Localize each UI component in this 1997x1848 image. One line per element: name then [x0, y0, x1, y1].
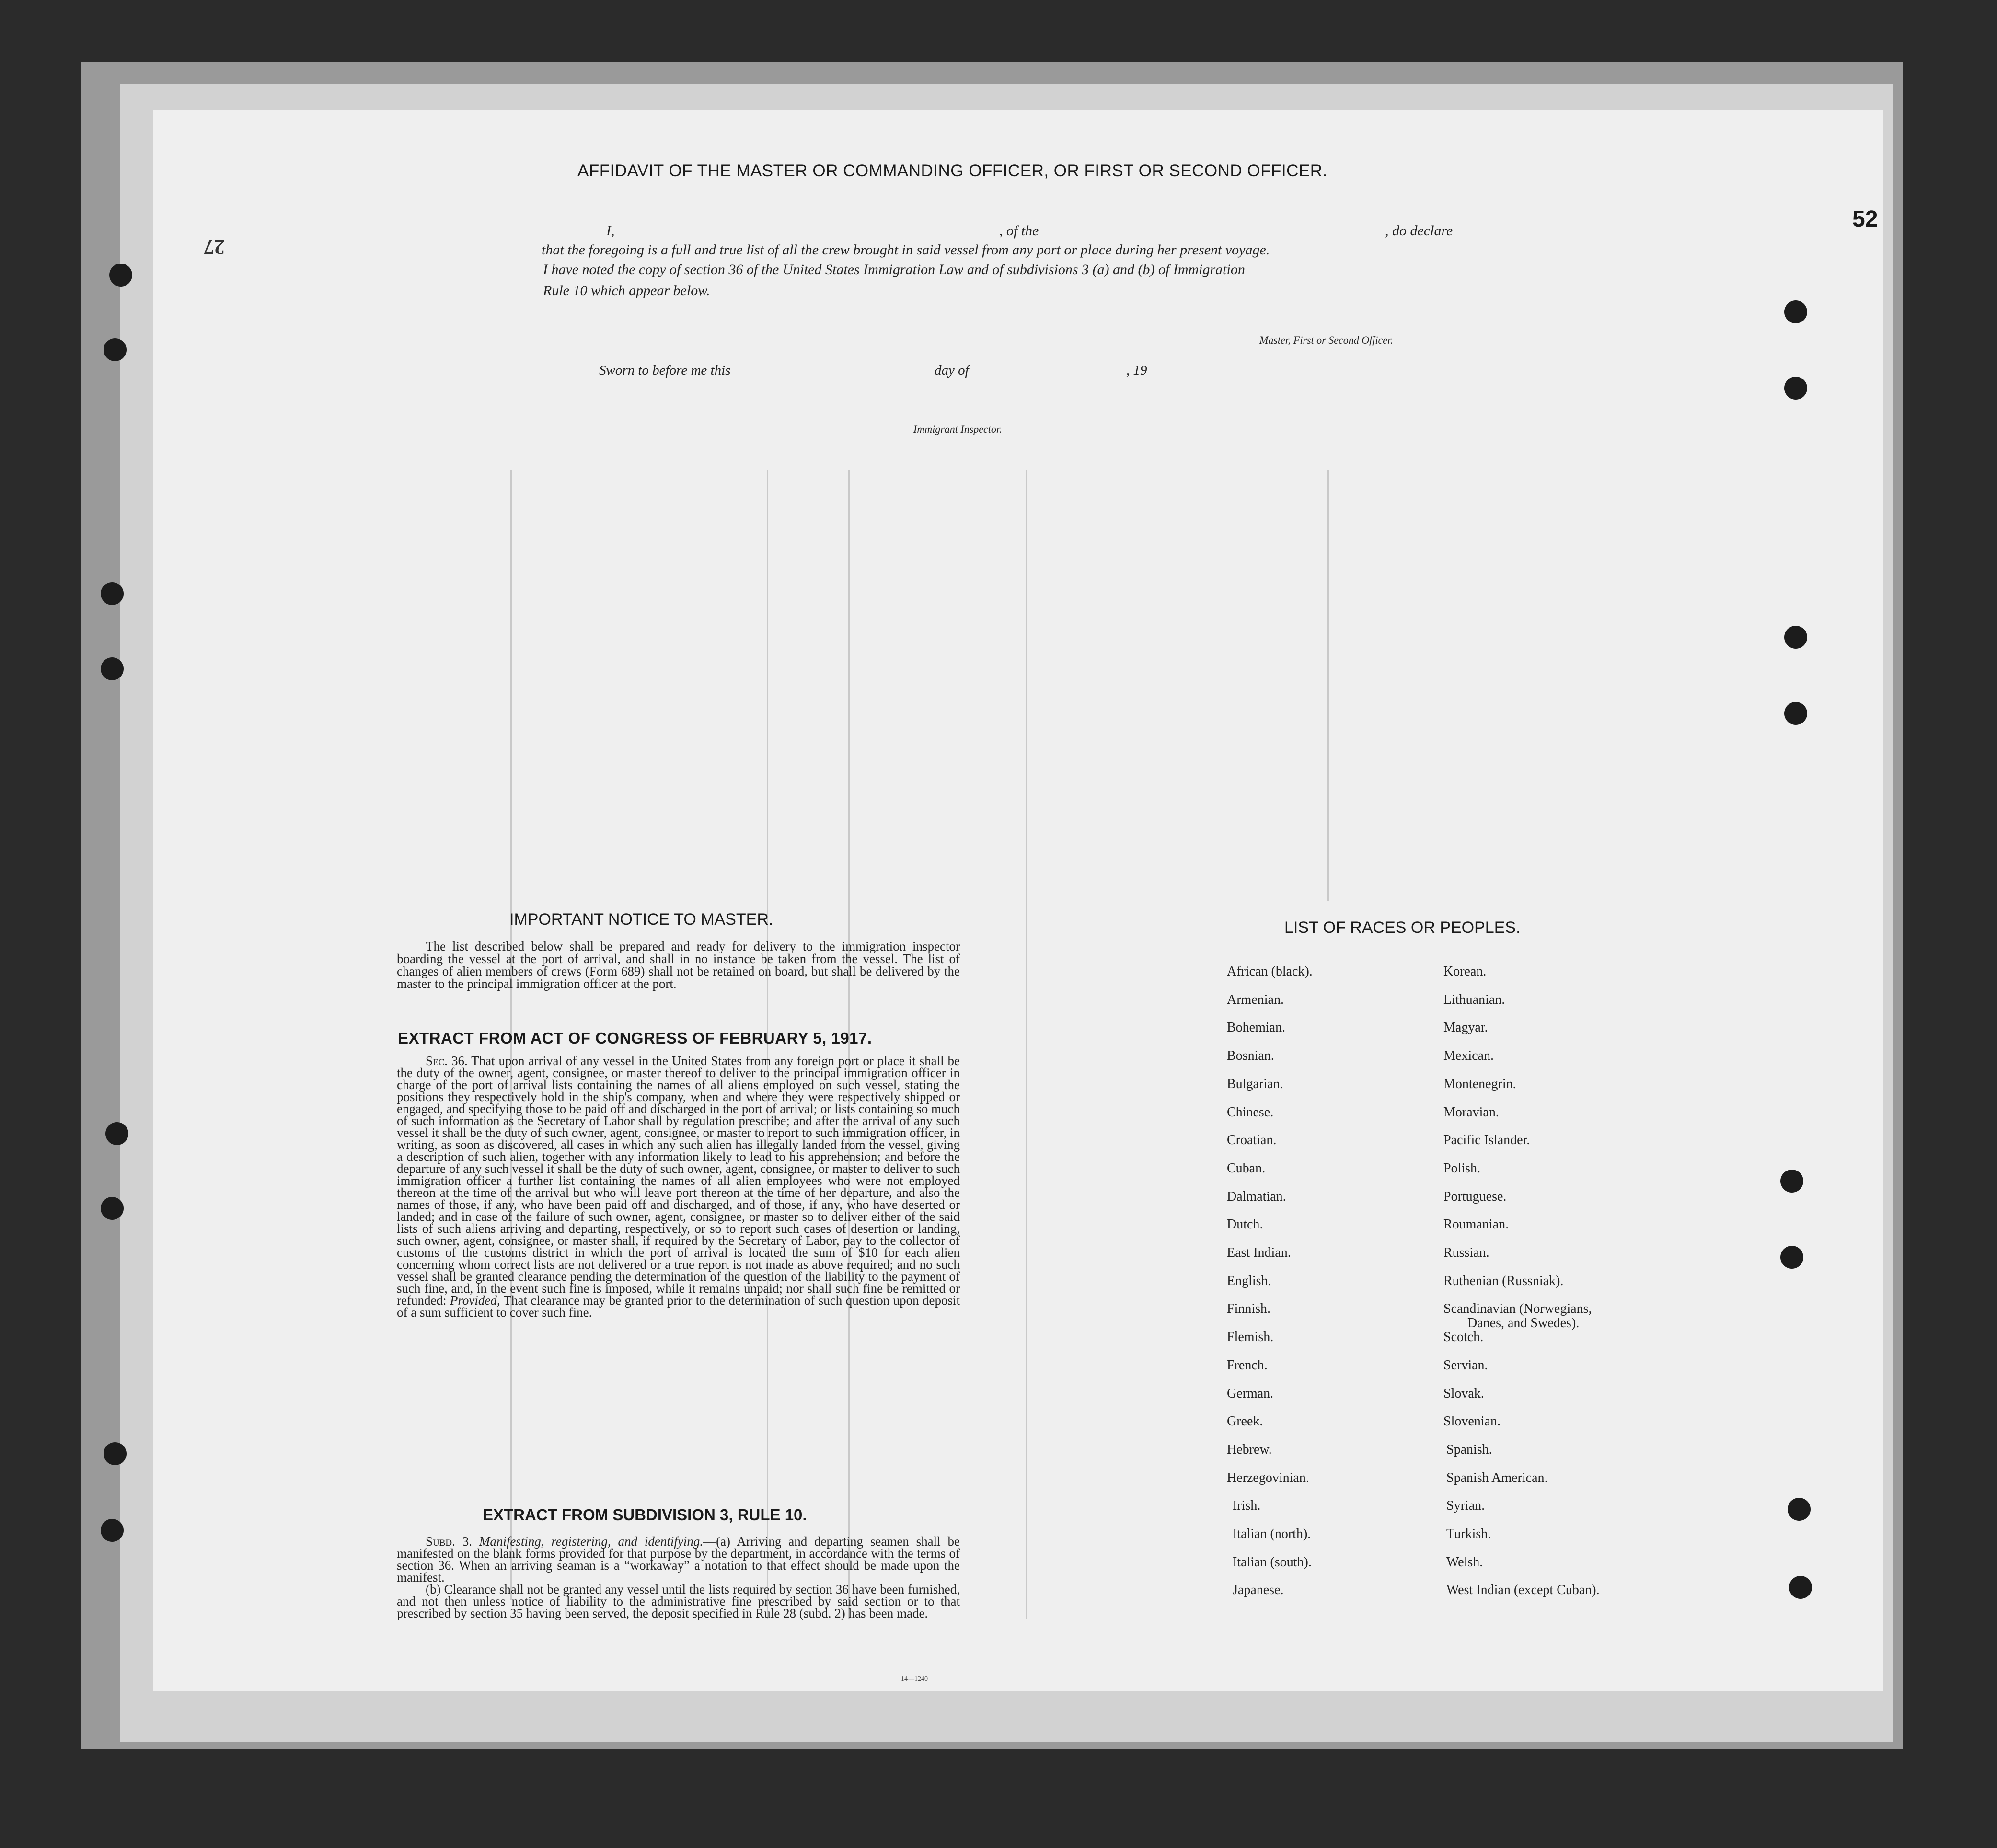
- race-item: Cuban.: [1227, 1160, 1266, 1176]
- punch-hole: [109, 264, 132, 287]
- race-item: Syrian.: [1446, 1498, 1485, 1514]
- extract-rule-title: EXTRACT FROM SUBDIVISION 3, RULE 10.: [483, 1506, 807, 1524]
- master-signature-label: Master, First or Second Officer.: [1259, 334, 1393, 346]
- affidavit-of-the: , of the: [999, 223, 1039, 239]
- race-item: Scotch.: [1443, 1330, 1484, 1345]
- punch-hole: [101, 582, 124, 605]
- race-item: Greek.: [1227, 1414, 1263, 1429]
- race-item: Lithuanian.: [1443, 992, 1505, 1007]
- race-item: Slovak.: [1443, 1386, 1484, 1401]
- race-item: Mexican.: [1443, 1048, 1494, 1064]
- extract-act-title: EXTRACT FROM ACT OF CONGRESS OF FEBRUARY 5, 1917.: [398, 1029, 872, 1047]
- race-item: Croatian.: [1227, 1133, 1277, 1148]
- race-item: Dutch.: [1227, 1217, 1263, 1232]
- race-item: Flemish.: [1227, 1330, 1274, 1345]
- race-item: West Indian (except Cuban).: [1446, 1583, 1600, 1598]
- punch-hole: [1784, 300, 1807, 323]
- race-item: Slovenian.: [1443, 1414, 1501, 1429]
- race-item: Bohemian.: [1227, 1020, 1286, 1035]
- affidavit-i: I,: [606, 223, 615, 239]
- race-item: Dalmatian.: [1227, 1189, 1286, 1204]
- race-item: Italian (north).: [1233, 1527, 1311, 1541]
- punch-hole: [1780, 1246, 1803, 1269]
- section-36-text: [397, 1055, 960, 1319]
- race-item: Bosnian.: [1227, 1048, 1274, 1064]
- section-body-end: That clearance may be granted prior to the determination of such question upon deposit of a sum sufficient to cover such fine.: [397, 1293, 960, 1320]
- race-item: Welsh.: [1446, 1554, 1483, 1570]
- punch-hole: [1784, 626, 1807, 649]
- race-item: Magyar.: [1443, 1020, 1488, 1035]
- race-item: Irish.: [1233, 1498, 1261, 1514]
- section-body: That upon arrival of any vessel in the United States from any foreign port or place it shall be the duty of the owner, agent, consignee, or master thereof to deliver to the principal immigration officer in charge of the port of arrival lists containing the names of all aliens employed on such vessel, stating the positions they respectively hold in the ship's company, when and where they were respectively shipped or engaged, and specifying those to be paid off and discharged in the port of arrival; or lists containing so much of such information as the Secretary of Labor shall by regulation prescribe; and after the arrival of any such vessel it shall be the duty of such owner, agent, consignee, or master to report to such immigration officer, in writing, as soon as discovered, all cases in which any such alien has illegally landed from the vessel, giving a description of such alien, together with any information likely to lead to his apprehension; and before the departure of any such vessel it shall be the duty of such owner, agent, consignee, or master to deliver to such immigration officer a further list containing the names of all alien employees who were not employed thereon at the time of the arrival but who will leave port thereon at the time of her departure, and also the names of those, if any, who have been paid off and discharged, and of those, if any, who have deserted or landed; and in case of the failure of such owner, agent, consignee, or master so to deliver either of the said lists of such aliens arriving and departing, respectively, or so to report such cases of desertion or landing, such owner, agent, consignee, or master shall, if required by the Secretary of Labor, pay to the collector of customs of the customs district in which the port of arrival is located the sum of $10 for each alien concerning whom correct lists are not delivered or a true report is not made as above required; and no such vessel shall be granted clearance pending the determination of the question of the liability to the payment of such fine, and, in the event such fine is imposed, while it remains unpaid; nor shall such fine be remitted or refunded:: [397, 1054, 960, 1308]
- race-item: Turkish.: [1446, 1527, 1491, 1541]
- race-item: Pacific Islander.: [1443, 1133, 1530, 1148]
- punch-hole: [101, 1519, 124, 1542]
- punch-hole: [1780, 1170, 1803, 1193]
- race-item: Ruthenian (Russniak).: [1443, 1273, 1564, 1288]
- race-item: Finnish.: [1227, 1301, 1271, 1317]
- subd-label: Subd. 3.: [426, 1534, 472, 1549]
- form-number: 14—1240: [901, 1676, 928, 1683]
- races-title: LIST OF RACES OR PEOPLES.: [1284, 918, 1521, 937]
- race-item: Herzegovinian.: [1227, 1470, 1309, 1485]
- race-item: Scandinavian (Norwegians,: [1443, 1301, 1592, 1317]
- bleed-line: [1327, 470, 1329, 901]
- notice-text: The list described below shall be prepared and ready for delivery to the immigration inspector boarding the vessel at the port of arrival, and shall in no instance be taken from the vessel. The list of changes of alien members of crews (Form 689) shall not be retained on board, but shall be delivered by the master to the principal immigration officer at the port.: [397, 939, 960, 991]
- race-item: Japanese.: [1233, 1583, 1284, 1598]
- affidavit-line3: I have noted the copy of section 36 of the United States Immigration Law and of subdivisions 3 (a) and (b) of Immigration: [543, 262, 1245, 277]
- page-number: 52: [1852, 207, 1878, 232]
- race-item: German.: [1227, 1386, 1274, 1401]
- race-item: East Indian.: [1227, 1245, 1291, 1260]
- punch-hole: [104, 338, 127, 361]
- race-item: Armenian.: [1227, 992, 1284, 1007]
- race-item: Montenegrin.: [1443, 1076, 1516, 1091]
- race-item: Portuguese.: [1443, 1189, 1507, 1204]
- affidavit-line4: Rule 10 which appear below.: [543, 283, 710, 298]
- affidavit-title: AFFIDAVIT OF THE MASTER OR COMMANDING OFFICER, OR FIRST OR SECOND OFFICER.: [577, 161, 1327, 180]
- document-page: [153, 110, 1883, 1691]
- race-item: Servian.: [1443, 1357, 1488, 1373]
- sworn-text: Sworn to before me this: [599, 363, 731, 378]
- race-item: English.: [1227, 1273, 1271, 1288]
- notice-body: [397, 940, 960, 990]
- race-item: Russian.: [1443, 1245, 1489, 1260]
- race-item: Hebrew.: [1227, 1442, 1272, 1457]
- race-item: French.: [1227, 1357, 1268, 1373]
- bleed-line: [1026, 470, 1027, 1619]
- punch-hole: [1784, 377, 1807, 400]
- race-item: African (black).: [1227, 964, 1313, 979]
- punch-hole: [101, 657, 124, 680]
- punch-hole: [105, 1122, 128, 1145]
- subd-heading: Manifesting, registering, and identifying.: [479, 1534, 704, 1549]
- race-item: Spanish American.: [1446, 1470, 1548, 1485]
- subd-para-b: (b) Clearance shall not be granted any vessel until the lists required by section 36 have been furnished, and not then unless notice of liability to the administrative fine prescribed by said section or to that prescribed by section 35 having been served, the deposit specified in Rule 28 (subd. 2) has been made.: [397, 1582, 960, 1620]
- section-label: Sec. 36.: [426, 1054, 468, 1068]
- race-item: Bulgarian.: [1227, 1076, 1283, 1091]
- subd-para-a: —(a) Arriving and departing seamen shall be manifested on the blank forms provided for that purpose by the department, in accordance with the terms of section 36. When an arriving seaman is a “workaway” a notation to that effect should be made upon the manifest.: [397, 1534, 960, 1584]
- affidavit-declare: , do declare: [1385, 223, 1453, 239]
- punch-hole: [104, 1442, 127, 1465]
- subdivision-3-text: [397, 1536, 960, 1619]
- affidavit-line2: that the foregoing is a full and true list of all the crew brought in said vessel from any port or place during her present voyage.: [542, 242, 1270, 258]
- punch-hole: [1789, 1576, 1812, 1599]
- punch-hole: [101, 1197, 124, 1220]
- punch-hole: [1788, 1498, 1811, 1521]
- race-item: Chinese.: [1227, 1104, 1274, 1120]
- provided-word: Provided,: [450, 1293, 500, 1308]
- race-item: Polish.: [1443, 1160, 1481, 1176]
- year-text: , 19: [1126, 363, 1147, 378]
- inspector-signature-label: Immigrant Inspector.: [913, 423, 1002, 435]
- race-item: Danes, and Swedes).: [1467, 1316, 1580, 1331]
- notice-title: IMPORTANT NOTICE TO MASTER.: [509, 910, 773, 929]
- margin-mark: 27: [204, 235, 225, 259]
- day-of-text: day of: [935, 363, 969, 378]
- race-item: Roumanian.: [1443, 1217, 1509, 1232]
- race-item: Moravian.: [1443, 1104, 1499, 1120]
- punch-hole: [1784, 702, 1807, 725]
- race-item: Korean.: [1443, 964, 1487, 979]
- race-item: Italian (south).: [1233, 1554, 1312, 1570]
- race-item: Spanish.: [1446, 1442, 1492, 1457]
